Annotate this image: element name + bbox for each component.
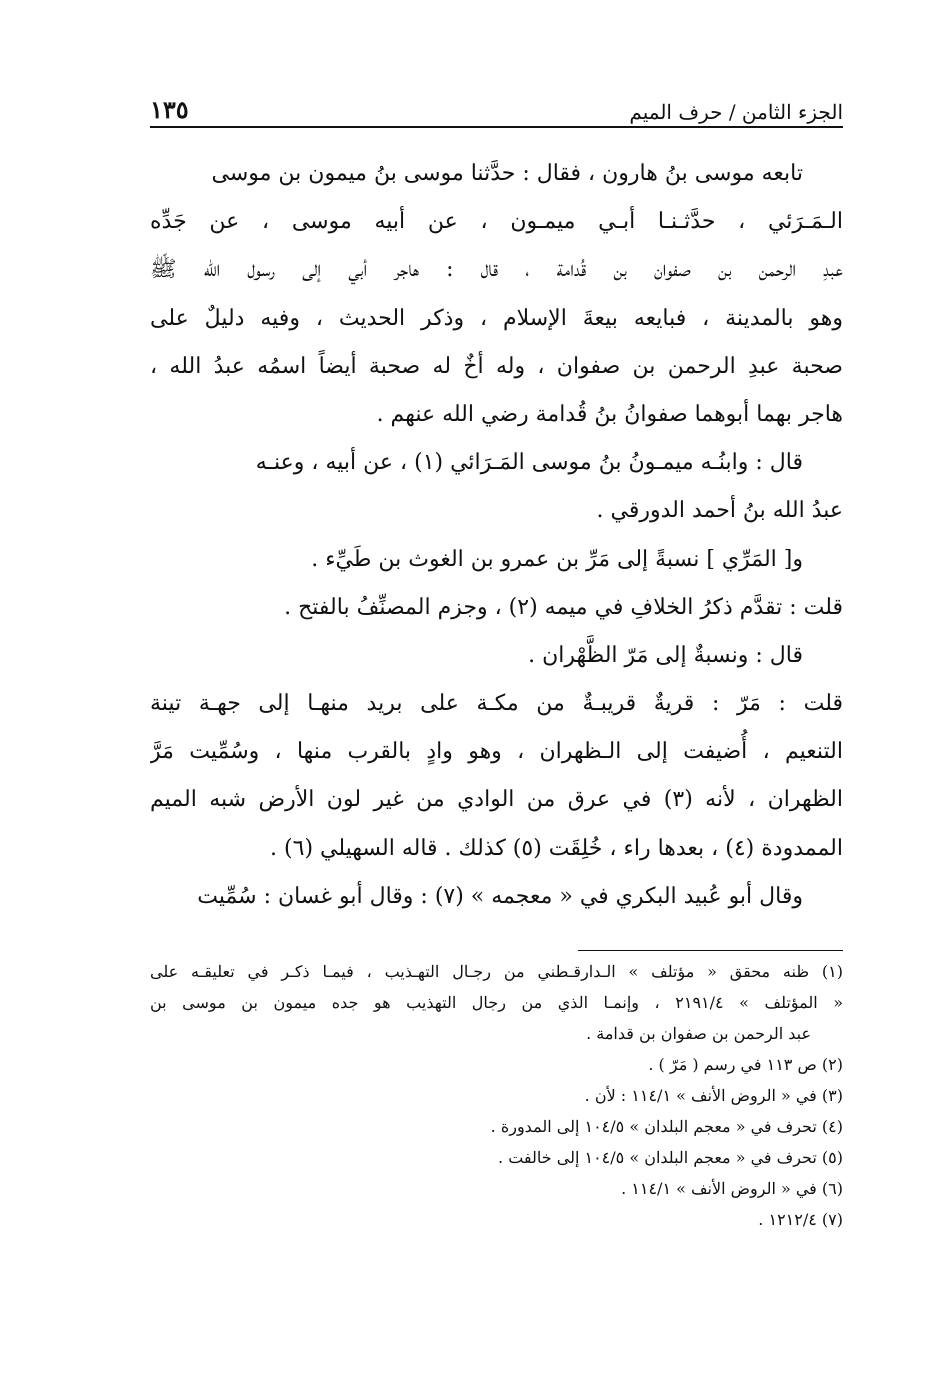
- body-line: قال : ونسبةٌ إلى مَرّ الظَّهْران .: [528, 642, 803, 668]
- body-text: [150, 150, 843, 921]
- page-header: [150, 80, 843, 124]
- body-line: التنعيم ، أُضيفت إلى الـظهران ، وهو وادٍ بالقرب منها ، وسُمِّيت مَرَّ: [150, 739, 843, 765]
- body-line: عبدِ الرحمن بن صفوان بن قُدامة ، قال : هاجر أبي إلى رسول الله ﷺ: [150, 257, 843, 283]
- body-line: عبدُ الله بنُ أحمد الدورقي .: [596, 498, 843, 524]
- body-line: صحبة عبدِ الرحمن بن صفوان ، وله أخٌ له صحبة أيضاً اسمُه عبدُ الله ،: [150, 353, 843, 379]
- footnote-line: (٥) تحرف في « معجم البلدان » ١٠٤/٥ إلى خالفت .: [498, 1148, 843, 1167]
- footnote-rule: [578, 950, 843, 951]
- footnote-line: (٤) تحرف في « معجم البلدان » ١٠٤/٥ إلى المدورة .: [490, 1117, 843, 1136]
- body-line: الـمَـرَئي ، حدَّثـنـا أبـي ميمـون ، عن أبيه موسى ، عن جَدِّه: [150, 209, 843, 235]
- body-line: الظهران ، لأنه (٣) في عرق من الوادي من غير لون الأرض شبه الميم: [150, 787, 843, 813]
- footnote-line: (٦) في « الروض الأنف » ١١٤/١ .: [621, 1179, 843, 1198]
- body-line: قلت : مَرّ : قريةٌ قريبـةٌ من مكـة على بريد منهـا إلى جهـة تينة: [150, 691, 843, 717]
- body-line: قلت : تقدَّم ذكرُ الخلافِ في ميمه (٢) ، وجزم المصنِّفُ بالفتح .: [284, 594, 843, 620]
- footnote-line: (١) ظنه محقق « مؤتلف » الـدارقـطني من رجـال التهـذيب ، فيمـا ذكـر في تعليقـه على: [150, 962, 843, 981]
- body-line: هاجر بهما أبوهما صفوانُ بنُ قُدامة رضي الله عنهم .: [376, 401, 843, 427]
- footnote-line: (٧) ١٢١٢/٤ .: [758, 1210, 843, 1229]
- running-title: الجزء الثامن / حرف الميم: [629, 100, 843, 124]
- body-line: و[ المَرِّي ] نسبةً إلى مَرِّ بن عمرو بن الغوث بن طَيِّء .: [311, 546, 803, 572]
- header-rule: [150, 126, 843, 128]
- footnote-line: « المؤتلف » ٢١٩١/٤ ، وإنمـا الذي من رجال التهذيب هو جده ميمون بن موسى بن: [150, 993, 843, 1012]
- footnote-line: (٣) في « الروض الأنف » ١١٤/١ : لأن .: [584, 1086, 843, 1105]
- body-line: وقال أبو عُبيد البكري في « معجمه » (٧) : وقال أبو غسان : سُمِّيت: [197, 883, 803, 909]
- body-line: الممدودة (٤) ، بعدها راء ، خُلِقَت (٥) كذلك . قاله السهيلي (٦) .: [270, 835, 843, 861]
- footnote-line: (٢) ص ١١٣ في رسم ( مَرّ ) .: [648, 1055, 843, 1074]
- footnotes: [150, 956, 843, 1235]
- page-number: ١٣٥: [150, 95, 189, 124]
- body-line: تابعه موسى بنُ هارون ، فقال : حدَّثنا موسى بنُ ميمون بن موسى: [211, 161, 803, 186]
- body-line: وهو بالمدينة ، فبايعه بيعةَ الإسلام ، وذكر الحديث ، وفيه دليلٌ على: [150, 305, 843, 331]
- footnote-line: عبد الرحمن بن صفوان بن قدامة .: [586, 1024, 811, 1043]
- body-line: قال : وابنُـه ميمـونُ بنُ موسى المَـرَائي (١) ، عن أبيه ، وعنـه: [255, 450, 803, 476]
